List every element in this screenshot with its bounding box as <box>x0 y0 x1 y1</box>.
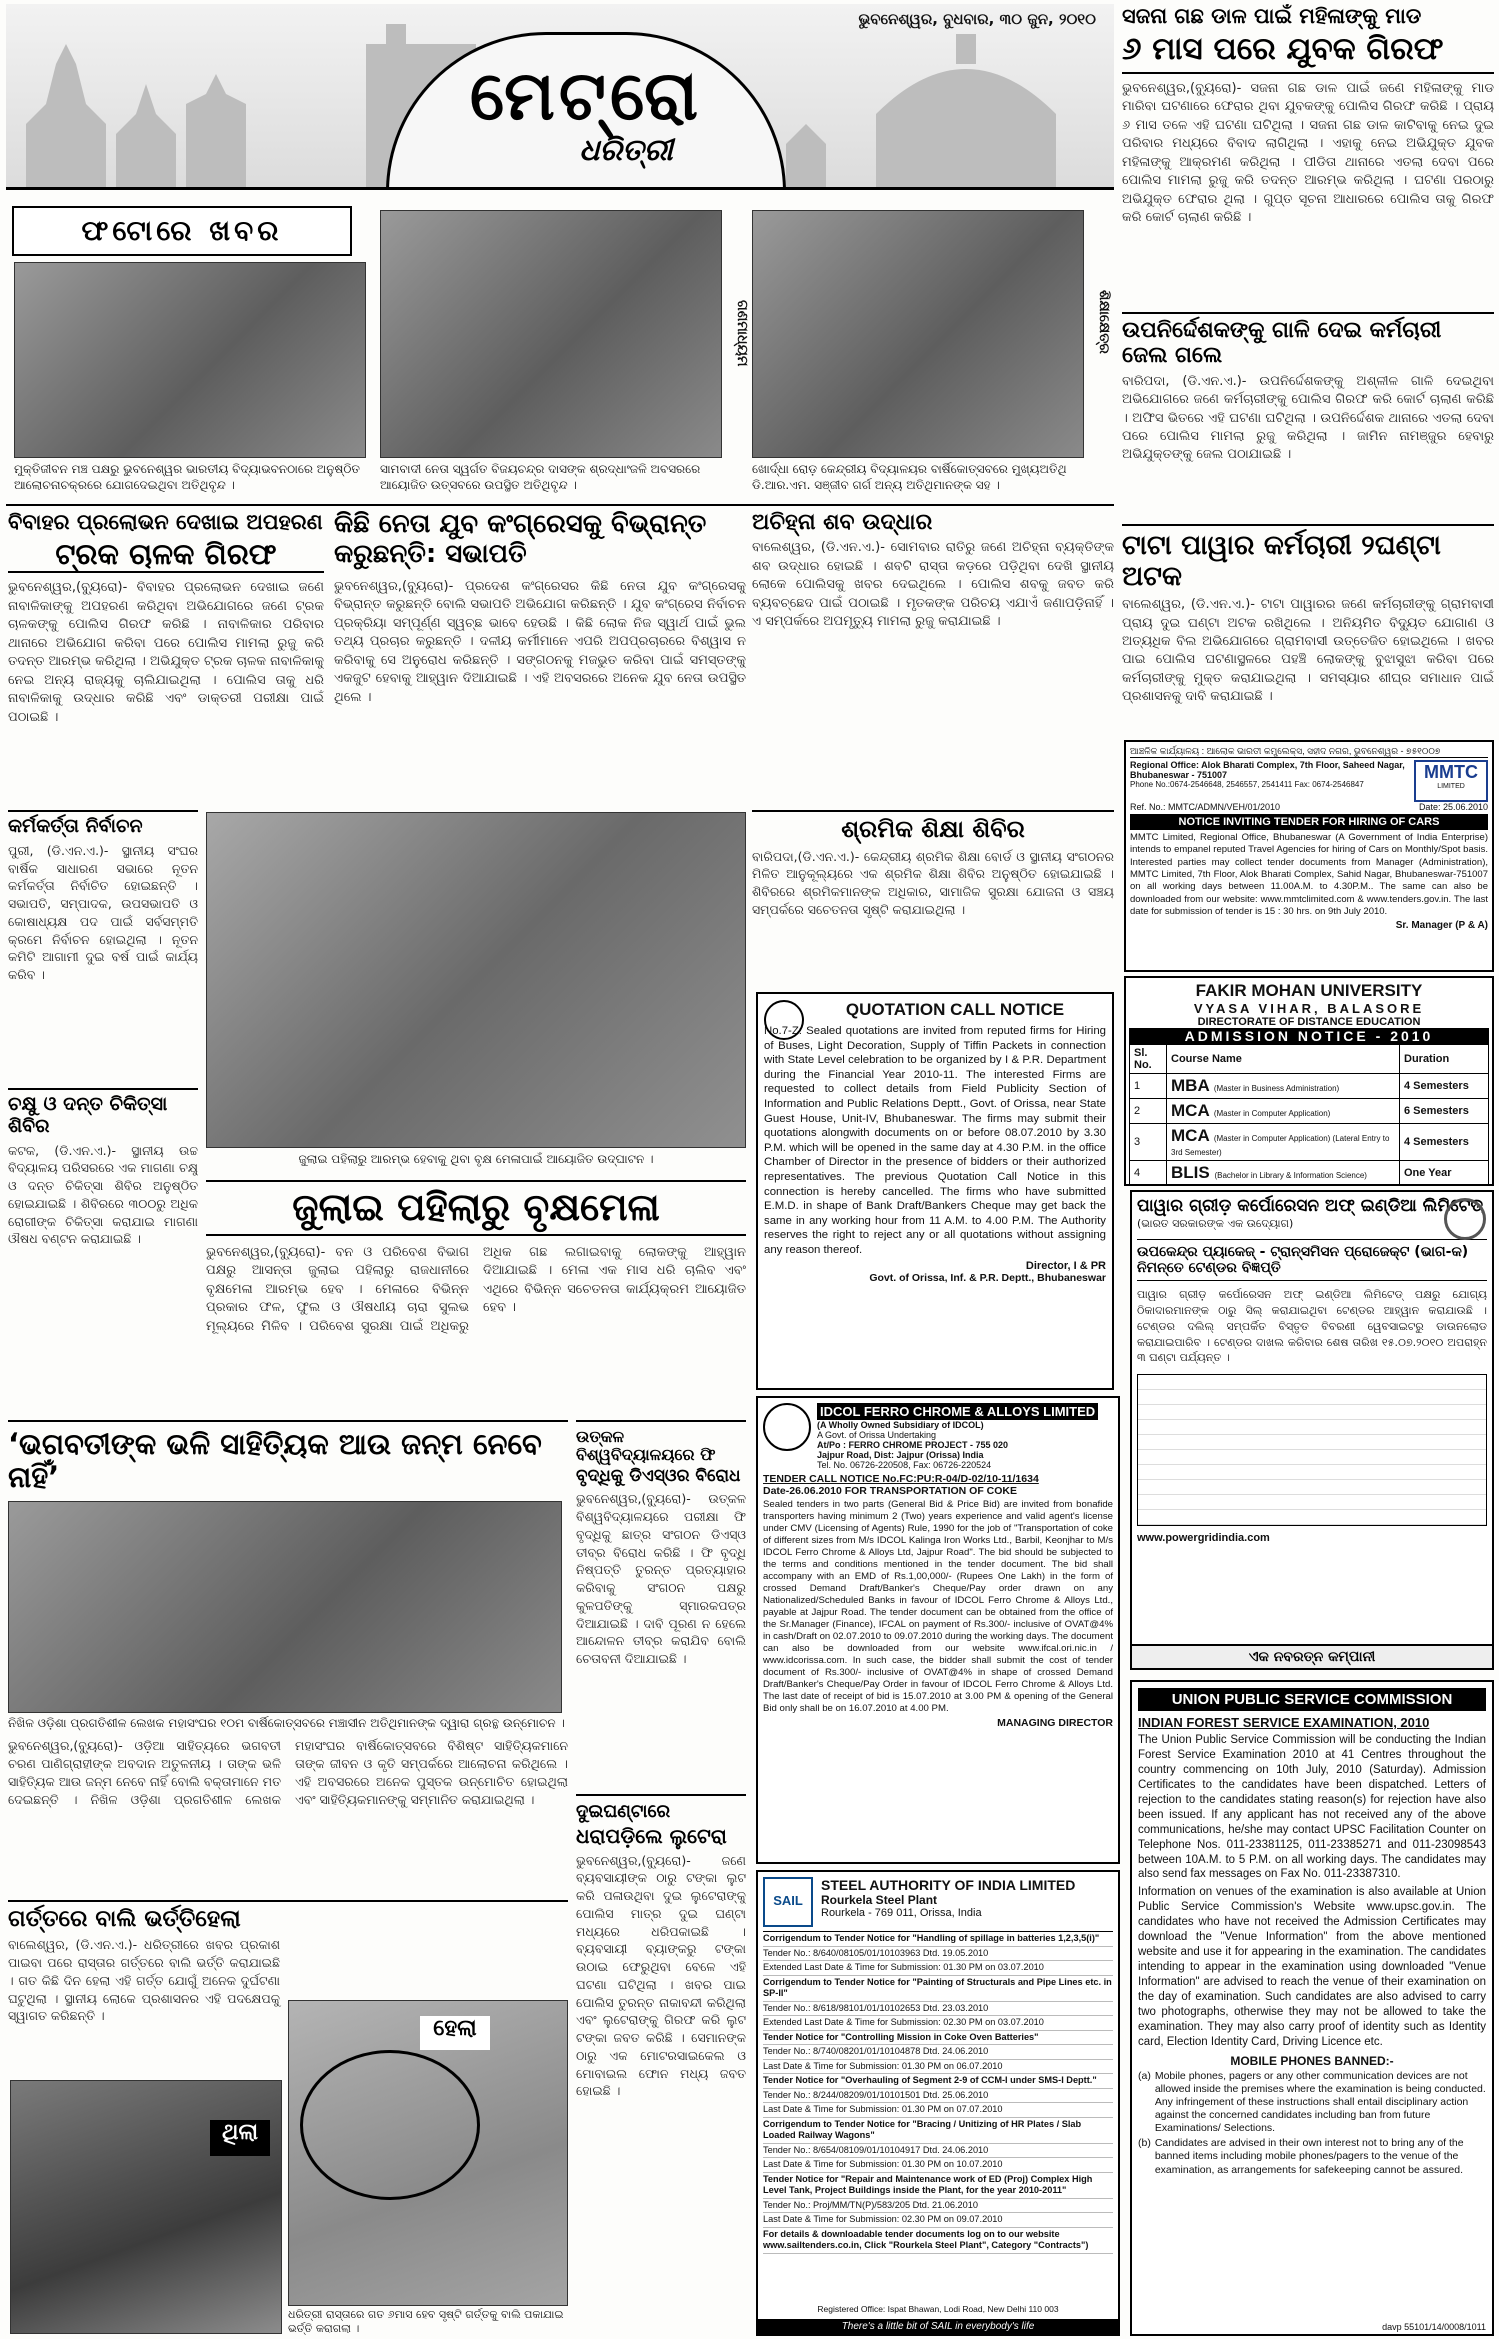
table-row <box>1130 1161 1489 1186</box>
ad-power-title: ପାୱାର ଗ୍ରୀଡ଼ କର୍ପୋରେସନ ଅଫ୍ ଇଣ୍ଡିଆ ଲିମିଟେଡ୍ <box>1137 1196 1484 1216</box>
ad-fakir-mohan-university <box>1124 976 1494 1186</box>
ad-quotation-title: QUOTATION CALL NOTICE <box>845 1000 1065 1019</box>
ad-upsc-banned-b: (b) Candidates are advised in their own interest not to bring any of the banned items including mobile phones/pagers to the venue of the examination, as arrangements for safekeeping cannot be assured. <box>1138 2137 1464 2176</box>
ad-idcol-name: IDCOL FERRO CHROME & ALLOYS LIMITED <box>817 1403 1098 1420</box>
list-item: Last Date & Time for Submission: 01.30 PM on 10.07.2010 <box>763 2158 1113 2173</box>
course-duration: One Year <box>1400 1161 1489 1186</box>
ad-quotation-sign2: Govt. of Orissa, Inf. & P.R. Deptt., Bhubaneswar <box>869 1271 1106 1284</box>
story-literary <box>8 1420 568 1894</box>
list-item: Last Date & Time for Submission: 01.30 PM on 07.07.2010 <box>763 2103 1113 2118</box>
ad-quotation-seal-icon <box>764 1000 804 1040</box>
pothole-label-after: ହେଲା <box>420 2016 490 2050</box>
masthead-title: ମେଟ୍ରୋ <box>469 58 703 136</box>
pothole-photo-before <box>10 2080 282 2334</box>
story-employee-jail <box>1122 312 1494 518</box>
story-body: ବାଲେଶ୍ୱର, (ଡି.ଏନ.ଏ.)- ସୋମବାର ରାତିରୁ ଜଣେ ଅଚିହ୍ନା ବ୍ୟକ୍ତିଙ୍କ ଶବ ଉଦ୍ଧାର ହୋଇଛି । ଶବଟି ରାସ୍ତା କଡ଼ରେ ପଡ଼ିଥିବା ଦେଖି ସ୍ଥାନୀୟ ଲୋକେ ପୋଲିସକୁ ଖବର ଦେଇଥିଲେ । ପୋଲିସ ଶବକୁ ଜବତ କରି ବ୍ୟବଚ୍ଛେଦ ପାଇଁ ପଠାଇଛି । ମୃତକଙ୍କ ପରିଚୟ ଏଯାଏଁ ଜଣାପଡ଼ିନାହିଁ । ଏ ସମ୍ପର୍କରେ ଅପମୃତ୍ୟୁ ମାମଲା ରୁଜୁ କରାଯାଇଛି । <box>752 540 1114 630</box>
story-kicker: ଉତ୍କଳ ବିଶ୍ୱବିଦ୍ୟାଳୟରେ ଫି <box>576 1427 716 1465</box>
list-item: Tender No.: 8/640/08105/01/10103963 Dtd. 19.05.2010 <box>763 1947 1113 1962</box>
ad-mmtc-regional: Regional Office: Alok Bharati Complex, 7th Floor, Saheed Nagar, Bhubaneswar - 751007 <box>1130 760 1405 780</box>
ad-power-logo <box>1444 1198 1486 1240</box>
story-headline: ଟାଟା ପାୱାର କର୍ମଚାରୀ ୨ଘଣ୍ଟା ଅଟକ <box>1122 530 1441 593</box>
table-row <box>1130 1099 1489 1124</box>
list-item: Corrigendum to Tender Notice for "Bracing / Unitizing of HR Plates / Slab Loaded Railway Wagons" <box>763 2118 1113 2144</box>
story-headline: ଟ୍ରକ ଚାଳକ ଗିରଫ <box>8 538 324 573</box>
story-body-found <box>752 510 1114 806</box>
date-line: ଭୁବନେଶ୍ୱର, ବୁଧବାର, ୩୦ ଜୁନ, ୨୦୧୦ <box>858 10 1096 28</box>
story-tata-power <box>1122 524 1494 734</box>
list-item: Tender No.: Proj/MM/TN(P)/583/205 Dtd. 21.06.2010 <box>763 2199 1113 2214</box>
story-body: ଭୁବନେଶ୍ୱର,(ବ୍ୟୁରୋ)- ସଜନା ଗଛ ଡାଳ ପାଇଁ ଜଣେ ମହିଳାଙ୍କୁ ମାଡ ମାରିବା ଘଟଣାରେ ଫେରାର ଥିବା ଯୁବକଙ୍କୁ ପୋଲିସ ଗିରଫ କରିଛି । ପ୍ରାୟ ୬ ମାସ ତଳେ ଏହି ଘଟଣା ଘଟିଥିଲା । ସଜନା ଗଛ ଡାଳ କାଟିବାକୁ ନେଇ ଦୁଇ ପରିବାର ମଧ୍ୟରେ ବିବାଦ ଲାଗିଥିଲା । ଏହାକୁ ନେଇ ଅଭିଯୁକ୍ତ ଯୁବକ ମହିଳାଙ୍କୁ ଆକ୍ରମଣ କରିଥିଲା । ପୀଡିତା ଥାନାରେ ଏତଲା ଦେବା ପରେ ପୋଲିସ ମାମଲା ରୁଜୁ କରି ତଦନ୍ତ ଆରମ୍ଭ କରିଥିଲା । ଘଟଣା ପରଠାରୁ ଅଭିଯୁକ୍ତ ଫେରାର ଥିଲା । ଗୁପ୍ତ ସୂଚନା ଆଧାରରେ ପୋଲିସ ତାକୁ ଗିରଫ କରି କୋର୍ଟ ଚାଲାଣ କରିଛି । <box>1122 80 1494 225</box>
story-headline: ୬ ମାସ ପରେ ଯୁବକ ଗିରଫ <box>1122 32 1494 74</box>
ad-sail-logo: SAIL <box>763 1877 813 1927</box>
story-body: ଭୁବନେଶ୍ୱର,(ବ୍ୟୁରୋ)- ଜଣେ ବ୍ୟବସାୟୀଙ୍କ ଠାରୁ ଟଙ୍କା ଲୁଟ କରି ପଳାଉଥିବା ଦୁଇ ଲୁଟେରାଙ୍କୁ ପୋଲିସ ମାତ୍ର ଦୁଇ ଘଣ୍ଟା ମଧ୍ୟରେ ଧରିପକାଇଛି । ବ୍ୟବସାୟୀ ବ୍ୟାଙ୍କରୁ ଟଙ୍କା ଉଠାଇ ଫେରୁଥିବା ବେଳେ ଏହି ଘଟଣା ଘଟିଥିଲା । ଖବର ପାଇ ପୋଲିସ ତୁରନ୍ତ ନାକାବନ୍ଦୀ କରିଥିଲା ଏବଂ ଲୁଟେରାଙ୍କୁ ଗିରଫ କରି ଲୁଟ ଟଙ୍କା ଜବତ କରିଛି । ସେମାନଙ୍କ ଠାରୁ ଏକ ମୋଟରସାଇକେଲ ଓ ମୋବାଇଲ ଫୋନ ମଧ୍ୟ ଜବତ ହୋଇଛି । <box>576 1852 746 2099</box>
story-body: ବାଲେଶ୍ୱର, (ଡି.ଏନ.ଏ.)- ଟାଟା ପାୱାରର ଜଣେ କର୍ମଚାରୀଙ୍କୁ ଗ୍ରାମବାସୀ ପ୍ରାୟ ଦୁଇ ଘଣ୍ଟା ଅଟକ ରଖିଥିଲେ । ଅନିୟମିତ ବିଦ୍ୟୁତ ଯୋଗାଣ ଓ ଅତ୍ୟଧିକ ବିଲ ଅଭିଯୋଗରେ ଗ୍ରାମବାସୀ ଉତ୍ତେଜିତ ହୋଇଥିଲେ । ଖବର ପାଇ ପୋଲିସ ଘଟଣାସ୍ଥଳରେ ପହଞ୍ଚି ଲୋକଙ୍କୁ ବୁଝାସୁଝା କରିବା ପରେ କର୍ମଚାରୀଙ୍କୁ ମୁକ୍ତ କରାଯାଇଥିଲା । ସମସ୍ୟାର ଶୀଘ୍ର ସମାଧାନ ପାଇଁ ପ୍ରଶାସନକୁ ଦାବି କରାଯାଇଛି । <box>1122 597 1494 705</box>
story-body: ବାଲେଶ୍ୱର, (ଡି.ଏନ.ଏ.)- ଧରିତ୍ରୀରେ ଖବର ପ୍ରକାଶ ପାଇବା ପରେ ରାସ୍ତାର ଗର୍ତ୍ତରେ ବାଲି ଭର୍ତ୍ତି କରାଯାଇଛି । ଗତ କିଛି ଦିନ ହେଲା ଏହି ଗର୍ତ୍ତ ଯୋଗୁଁ ଅନେକ ଦୁର୍ଘଟଣା ଘଟୁଥିଲା । ସ୍ଥାନୀୟ ଲୋକେ ପ୍ରଶାସନର ଏହି ପଦକ୍ଷେପକୁ ସ୍ୱାଗତ କରିଛନ୍ତି । <box>8 1937 280 2024</box>
ad-quotation-body: No.7-Z: Sealed quotations are invited from reputed firms for Hiring of Buses, Light Decoration, Supply of Tiffin Packets in connection with State Level celebration to be organized by I & P.R. Department during the Financial Year 2010-11. The interested Firms are requested to collect details from Field Publicity Section of Information and Public Relations Deptt., Govt. of Orissa, near State Guest House, Unit-IV, Bhubaneswar. The firms may submit their quotations alongwith documents on or before 08.07.2010 by 3.30 P.M. which will be opened in the same day at 4.30 P.M. in the office Chamber of Director in the presence of bidders or their authorized representatives. The previous Quotation Call Notice in this connection is hereby cancelled. The firms who have submitted E.M.D. in shape of Bank Draft/Bankers Cheque may get back the same in any working hour from 11 A.M. to 4.00 P.M. The Authority reserves the right to reject any or all quotations without assigning any reason thereof. <box>764 1025 1106 1256</box>
story-top-right <box>1122 4 1494 308</box>
story-robbers <box>576 1794 746 2334</box>
main-photo-caption: ଜୁଲାଇ ପହିଲାରୁ ଆରମ୍ଭ ହେବାକୁ ଥିବା ବୃକ୍ଷ ମେଳାପାଇଁ ଆୟୋଜିତ ଉଦ୍‌ଘାଟନ । <box>298 1152 654 1166</box>
list-item: Tender No.: 8/618/98101/01/10102653 Dtd. 23.03.2010 <box>763 2002 1113 2017</box>
ad-upsc-body1: The Union Public Service Commission will be conducting the Indian Forest Service Examination 2010 at 41 Centres throughout the country commencing on 10th July, 2010 (Saturday). Admission Certificates to the candidates have been dispatched. Letters of rejection to the candidates stating reason(s) for rejection have also been issued. If any applicant has not received any of the above communications, he/she may contact UPSC Facilitation Counter on Telephone Nos. 011-23381125, 011-23385271 and 011-23098543 between 10A.M. to 5 P.M. on all working days. The candidates may also send fax messages on Fax No. 011-23387310. <box>1138 1734 1486 1881</box>
ad-upsc-exam: INDIAN FOREST SERVICE EXAMINATION, 2010 <box>1138 1715 1430 1730</box>
story-headline: ଗର୍ତ୍ତରେ ବାଲି ଭର୍ତ୍ତିହେଲା <box>8 1906 241 1932</box>
pothole-label-before: ଥିଲା <box>210 2120 270 2156</box>
list-item: Last Date & Time for Submission: 02.30 PM on 09.07.2010 <box>763 2213 1113 2228</box>
photo-news-caption-1: ମୁକ୍ତିଜୀବନ ମଞ୍ଚ ପକ୍ଷରୁ ଭୁବନେଶ୍ୱର ଭାରତୀୟ ବିଦ୍ୟାଭବନଠାରେ ଅନୁଷ୍ଠିତ ଆଲୋଚନାଚକ୍ରରେ ଯୋଗଦେଇଥିବା ଅତିଥିବୃନ୍ଦ । <box>14 462 360 492</box>
ad-upsc-banned-a: (a) Mobile phones, pagers or any other communication devices are not allowed inside the premises where the examination is being conducted. Any infringement of these instructions shall entail disciplinary action against the concerned candidates including ban from future Examinations/ Selections. <box>1138 2069 1486 2135</box>
story-utkal <box>576 1420 746 1790</box>
ad-sail-unit: Rourkela Steel Plant <box>821 1893 938 1907</box>
course-name: MBA (Master in Business Administration) <box>1167 1074 1400 1099</box>
course-duration: 4 Semesters <box>1400 1124 1489 1161</box>
ad-fmu-admission: ADMISSION NOTICE - 2010 <box>1129 1028 1489 1044</box>
course-name: BLIS (Bachelor in Library & Information Science) <box>1167 1161 1400 1186</box>
story-body: ଭୁବନେଶ୍ୱର,(ବ୍ୟୁରୋ)- ଉତ୍କଳ ବିଶ୍ୱବିଦ୍ୟାଳୟରେ ପରୀକ୍ଷା ଫି ବୃଦ୍ଧିକୁ ଛାତ୍ର ସଂଗଠନ ଡିଏସ୍‌ଓ ତୀବ୍ର ବିରୋଧ କରିଛି । ଫି ବୃଦ୍ଧି ନିଷ୍ପତ୍ତି ତୁରନ୍ତ ପ୍ରତ୍ୟାହାର କରିବାକୁ ସଂଗଠନ ପକ୍ଷରୁ କୁଳପତିଙ୍କୁ ସ୍ମାରକପତ୍ର ଦିଆଯାଇଛି । ଦାବି ପୂରଣ ନ ହେଲେ ଆନ୍ଦୋଳନ ତୀବ୍ର କରାଯିବ ବୋଲି ଚେତାବନୀ ଦିଆଯାଇଛି । <box>576 1491 746 1667</box>
ad-upsc-body2: Information on venues of the examination is also available at Union Public Service Commission's Website www.upsc.gov.in. The candidates who have not received the Admission Certificates may download the "Venue Information" from the above mentioned website and use it for appearing in the examination. The candidates intending to appear in the examination using downloaded "Venue Information" are advised to reach the venue of their examination on the day of examination. Such candidates are also advised to carry two photographs, otherwise they may not be allowed to take the examination. They may also carry proof of identity such as Identity card, Election Identity Card, Driving Licence etc. <box>1138 1886 1486 2048</box>
ad-upsc-banned-title: MOBILE PHONES BANNED:- <box>1230 2053 1394 2068</box>
ad-fmu-dept: DIRECTORATE OF DISTANCE EDUCATION <box>1197 1016 1421 1028</box>
ad-mmtc-body: MMTC Limited, Regional Office, Bhubaneswar (A Government of India Enterprise) intends to empanel reputed Travel Agencies for hiring of Cars on Monthly/Spot basis. Interested parties may collect tender documents from Manager (Administration), MMTC Limited, 7th Floor, Alok Bharati Complex, Sahid Nagar, Bhubaneswar-751007 on all working days between 11.00A.M. to 4.30P.M.. The same can also be downloaded from our website: www.mmtclimited.com & www.tenders.gov.in. The last date for submission of tender is 15 : 30 hrs. on 9th July 2010. <box>1130 832 1488 918</box>
list-item: Tender No.: 8/654/08109/01/10104917 Dtd. 24.06.2010 <box>763 2144 1113 2159</box>
ad-upsc <box>1130 1680 1494 2336</box>
story-headline: ଉପନିର୍ଦ୍ଦେଶକଙ୍କୁ ଗାଳି ଦେଇ କର୍ମଚାରୀ ଜେଲ ଗଲେ <box>1122 318 1442 369</box>
ad-mmtc-date: Date: 25.06.2010 <box>1418 802 1488 812</box>
course-sl: 4 <box>1130 1161 1167 1186</box>
list-item: Corrigendum to Tender Notice for "Handling of spillage in batteries 1,2,3,5(i)" <box>763 1932 1113 1947</box>
ad-fmu-place: VYASA VIHAR, BALASORE <box>1193 1001 1425 1016</box>
ad-fmu-course-rows <box>1130 1074 1489 1186</box>
list-item: Extended Last Date & Time for Submission: 01.30 PM on 03.07.2010 <box>763 1961 1113 1976</box>
table-row <box>1130 1074 1489 1099</box>
ad-mmtc-title: NOTICE INVITING TENDER FOR HIRING OF CARS <box>1130 814 1488 830</box>
story-body: ଭୁବନେଶ୍ୱର,(ବ୍ୟୁରୋ)- ପ୍ରଦେଶ କଂଗ୍ରେସର କିଛି ନେତା ଯୁବ କଂଗ୍ରେସକୁ ବିଭ୍ରାନ୍ତ କରୁଛନ୍ତି ବୋଲି ସଭାପତି ଅଭିଯୋଗ କରିଛନ୍ତି । ଯୁବ କଂଗ୍ରେସ ନିର୍ବାଚନ ପ୍ରକ୍ରିୟା ସମ୍ପୂର୍ଣ୍ଣ ସ୍ୱଚ୍ଛ ଭାବେ ହେଉଛି । କିଛି ଲୋକ ନିଜ ସ୍ୱାର୍ଥ ପାଇଁ ଭୁଲ ତଥ୍ୟ ପ୍ରଚାର କରୁଛନ୍ତି । ଦଳୀୟ କର୍ମୀମାନେ ଏପରି ଅପପ୍ରଚାରରେ ବିଶ୍ୱାସ ନ କରିବାକୁ ସେ ଅନୁରୋଧ କରିଛନ୍ତି । ସଙ୍ଗଠନକୁ ମଜଭୁତ କରିବା ପାଇଁ ସମସ୍ତଙ୍କୁ ଏକଜୁଟ ହେବାକୁ ଆହ୍ୱାନ ଦିଆଯାଇଛି । ଏହି ଅବସରରେ ଅନେକ ଯୁବ ନେତା ଉପସ୍ଥିତ ଥିଲେ । <box>334 578 746 705</box>
ad-power-body: ପାୱାର ଗ୍ରୀଡ଼ କର୍ପୋରେସନ ଅଫ୍ ଇଣ୍ଡିଆ ଲିମିଟେଡ୍ ପକ୍ଷରୁ ଯୋଗ୍ୟ ଠିକାଦାରମାନଙ୍କ ଠାରୁ ସିଲ୍ କରାଯାଇଥିବା ଟେଣ୍ଡର ଆହ୍ୱାନ କରାଯାଉଛି । ଟେଣ୍ଡର ଦଲିଲ୍ ସମ୍ପର୍କିତ ବିସ୍ତୃତ ବିବରଣୀ ୱେବସାଇଟରୁ ଡାଉନଲୋଡ କରାଯାଇପାରିବ । ଟେଣ୍ଡର ଦାଖଲ କରିବାର ଶେଷ ତାରିଖ ୧୫.୦୭.୨୦୧୦ ଅପରାହ୍ନ ୩ ଘଣ୍ଟା ପର୍ଯ୍ୟନ୍ତ । <box>1137 1287 1487 1365</box>
course-sl: 2 <box>1130 1099 1167 1124</box>
masthead <box>6 4 1114 190</box>
main-photo <box>206 812 746 1148</box>
list-item: Last Date & Time for Submission: 01.30 PM on 06.07.2010 <box>763 2060 1113 2075</box>
ad-power-subtitle: (ଭାରତ ସରକାରଙ୍କ ଏକ ଉଦ୍ୟୋଗ) <box>1137 1216 1294 1230</box>
ad-power-tender-line: ଉପକେନ୍ଦ୍ର ପ୍ୟାକେଜ୍ - ଟ୍ରାନ୍ସମିସନ ପ୍ରୋଜେକ୍ଟ (ଭାଗ-କ) ନିମନ୍ତେ ଟେଣ୍ଡର ବିଜ୍ଞପ୍ତି <box>1137 1239 1487 1281</box>
ad-sail-tender-list <box>763 1931 1113 2254</box>
photo-news-label-text: ଫଟୋରେ ଖବର <box>81 213 283 247</box>
photo-news-label <box>12 206 352 256</box>
story-literary-photo <box>8 1501 562 1713</box>
photo-news-caption-3: ଖୋର୍ଦ୍ଧା ରୋଡ଼ କେନ୍ଦ୍ରୀୟ ବିଦ୍ୟାଳୟର ବାର୍ଷିକୋତ୍ସବରେ ମୁଖ୍ୟଅତିଥି ଡି.ଆର.ଏମ. ସଞ୍ଜୀବ ଗର୍ଗ ଅନ୍ୟ ଅତିଥିମାନଙ୍କ ସହ । <box>752 462 1067 492</box>
ad-quotation-sign1: Director, I & PR <box>1025 1259 1106 1272</box>
story-workers-camp <box>752 810 1114 986</box>
ad-mmtc <box>1124 740 1494 972</box>
ad-mmtc-sign: Sr. Manager (P & A) <box>1395 920 1488 932</box>
story-headline: ଅଚିହ୍ନା ଶବ ଉଦ୍ଧାର <box>752 510 933 535</box>
ad-power-table <box>1137 1374 1487 1526</box>
story-headline: ବୃଦ୍ଧିକୁ ଡିଏସ୍‌ଓର ବିରୋଧ <box>576 1465 741 1486</box>
list-item: Tender Notice for "Repair and Maintenance work of ED (Proj) Complex High Level Tank, Project Buildings inside the Plant, for the year 2010-2011" <box>763 2173 1113 2199</box>
story-headline: ‘ଭଗବତୀଙ୍କ ଭଳି ସାହିତ୍ୟିକ ଆଉ ଜନ୍ମ ନେବେ ନାହିଁ’ <box>8 1427 542 1495</box>
ad-idcol-sign: MANAGING DIRECTOR <box>997 1716 1113 1729</box>
story-headline: ଶ୍ରମିକ ଶିକ୍ଷା ଶିବିର <box>841 815 1025 843</box>
ad-mmtc-logo: MMTC LIMITED <box>1414 760 1488 802</box>
course-duration: 4 Semesters <box>1400 1074 1489 1099</box>
course-sl: 3 <box>1130 1124 1167 1161</box>
photo-news-image-1 <box>14 262 366 458</box>
story-congress <box>334 510 746 806</box>
course-name: MCA (Master in Computer Application) <box>1167 1099 1400 1124</box>
course-sl: 1 <box>1130 1074 1167 1099</box>
list-item: Corrigendum to Tender Notice for "Painting of Structurals and Pipe Lines etc. in SP-II" <box>763 1976 1113 2002</box>
story-headline: ଧରାପଡ଼ିଲେ ଲୁଟେରା <box>576 1823 727 1848</box>
ad-mmtc-ref: Ref. No.: MMTC/ADMN/VEH/01/2010 <box>1130 802 1281 812</box>
story-tree-fair <box>206 1180 746 1412</box>
course-name: MCA (Master in Computer Application) (Lateral Entry to 3rd Semester) <box>1167 1124 1400 1161</box>
list-item: Extended Last Date & Time for Submission: 02.30 PM on 03.07.2010 <box>763 2016 1113 2031</box>
story-kidnap <box>8 510 324 806</box>
photo-news-image-3 <box>752 210 1084 458</box>
story-literary-caption: ନିଖିଳ ଓଡ଼ିଶା ପ୍ରଗତିଶୀଳ ଲେଖକ ମହାସଂଘର ୧୦ମ ବାର୍ଷିକୋତ୍ସବରେ ମଞ୍ଚାସୀନ ଅତିଥିମାନଙ୍କ ଦ୍ୱାରା ଗ୍ରନ୍ଥ ଉନ୍ମୋଚନ । <box>8 1715 565 1730</box>
story-kicker: ସଜନା ଗଛ ଡାଳ ପାଇଁ ମହିଳାଙ୍କୁ ମାଡ <box>1122 4 1422 28</box>
story-headline: କିଛି ନେତା ଯୁବ କଂଗ୍ରେସକୁ ବିଭ୍ରାନ୍ତ କରୁଛନ୍ତି: ସଭାପତି <box>334 510 707 569</box>
list-item: Tender No.: 8/244/08209/01/10101501 Dtd. 25.06.2010 <box>763 2089 1113 2104</box>
ad-fmu-name: FAKIR MOHAN UNIVERSITY <box>1195 981 1423 1000</box>
table-row <box>1130 1124 1489 1161</box>
ad-mmtc-header-or: ଆଞ୍ଚଳିକ କାର୍ଯ୍ୟାଳୟ : ଆଲୋକ ଭାରତୀ କମ୍ପ୍ଲେକ୍ସ, ସହୀଦ ନଗର, ଭୁବନେଶ୍ୱର - ୭୫୧୦୦୭ <box>1130 746 1488 758</box>
ad-fmu-course-table <box>1129 1044 1489 1186</box>
photo-news-side-label-2: ଶିକ୍ଷାକ୍ଷେତ୍ର <box>1096 290 1112 354</box>
list-item: Tender Notice for "Overhauling of Segment 2-9 of CCM-I under SMS-I Deptt." <box>763 2074 1113 2089</box>
ad-idcol-date: Date-26.06.2010 FOR TRANSPORTATION OF COKE <box>763 1485 1017 1497</box>
rule-under-photos <box>6 504 1114 506</box>
ad-idcol: IDCOL FERRO CHROME & ALLOYS LIMITED (A Wholly Owned Subsidiary of IDCOL) A Govt. of Orissa Undertaking At/Po : FERRO CHROME PROJECT - 755 020 Jajpur Road, Dist: Jajpur (Orissa) India Tel. No. 06726-220508, Fax: 06726-220524 TENDER CALL NOTICE No.FC:PU:R-04/D-02/10-11/1634 Date-26.06.2010 FOR TRANSPORTATION OF COKE Sealed tenders in two parts (General Bid & Price Bid) are invited from bonafide transporters having minimum 2 (Two) years experience and valid agent's license under CMV (Licensing of Agents) Rule, 1990 for the job of "Transportation of coke of different sizes from M/s IDCOL Kalinga Iron Works Ltd., Barbil, Keonjhar to M/s IDCOL Ferro Chrome & Alloys Ltd, Jajpur Road". The bid should be subjected to the terms and conditions mentioned in the tender document. The bid shall accompany with an EMD of Rs.1,00,000/- (Rupees One Lakh) in the form of crossed Demand Draft/Banker's Cheque/Pay order drawn on any Nationalized/Scheduled Banks in favour of IDCOL Ferro Chrome & Alloys Ltd., payable at Jajpur Road. The tender document can be obtained from the office of the Sr.Manager (Finance), IFCAL on payment of Rs.300/- inclusive of OVAT@4% in cash/Draft on 02.07.2010 to 09.07.2010 during the working days. The document can also be downloaded from our website www.ifcal.ori.nic.in / www.idcorissa.com. In such case, the bidder shall submit the cost of tender document of Rs.300/- inclusive of OVAT@4% in shape of crossed Demand Draft/Banker's Cheque/Pay Order in favour of IDCOL Ferro Chrome & Alloys Ltd. The last date of receipt of bid is 15.07.2010 at 3.00 PM & opening of the General Bid only shall be on 16.07.2010 at 4.00 PM. MANAGING DIRECTOR <box>756 1396 1120 1864</box>
story-body: ଭୁବନେଶ୍ୱର,(ବ୍ୟୁରୋ)- ବିବାହର ପ୍ରଲୋଭନ ଦେଖାଇ ଜଣେ ନାବାଳିକାଙ୍କୁ ଅପହରଣ କରିଥିବା ଅଭିଯୋଗରେ ଜଣେ ଟ୍ରକ ଚାଳକଙ୍କୁ ପୋଲିସ ଗିରଫ କରିଛି । ନାବାଳିକାର ପରିବାର ଥାନାରେ ଅଭିଯୋଗ କରିବା ପରେ ପୋଲିସ ମାମଲା ରୁଜୁ କରି ତଦନ୍ତ ଆରମ୍ଭ କରିଥିଲା । ଅଭିଯୁକ୍ତ ଟ୍ରକ ଚାଳକ ନାବାଳିକାକୁ ନେଇ ଅନ୍ୟ ରାଜ୍ୟକୁ ଚାଲିଯାଇଥିଲା । ପୋଲିସ ତାକୁ ଧରି ନାବାଳିକାକୁ ଉଦ୍ଧାର କରିଛି ଏବଂ ଡାକ୍ତରୀ ପରୀକ୍ଷା ପାଇଁ ପଠାଇଛି । <box>8 580 324 725</box>
photo-news-caption-2: ସାମବାଦୀ ନେତା ସ୍ୱର୍ଗତ ବିଜୟଚନ୍ଦ୍ର ଦାସଙ୍କ ଶ୍ରଦ୍ଧାଂଜଳି ଅବସରରେ ଆୟୋଜିତ ଉତ୍ସବରେ ଉପସ୍ଥିତ ଅତିଥିବୃନ୍ଦ । <box>380 462 701 492</box>
ad-quotation-notice <box>756 992 1114 1390</box>
story-body: ଭୁବନେଶ୍ୱର,(ବ୍ୟୁରୋ)- ଓଡ଼ିଆ ସାହିତ୍ୟରେ ଭଗବତୀ ଚରଣ ପାଣିଗ୍ରାହୀଙ୍କ ଅବଦାନ ଅତୁଳନୀୟ । ତାଙ୍କ ଭଳି ସାହିତ୍ୟିକ ଆଉ ଜନ୍ମ ନେବେ ନାହିଁ ବୋଲି ବକ୍ତାମାନେ ମତ ଦେଇଛନ୍ତି । ନିଖିଳ ଓଡ଼ିଶା ପ୍ରଗତିଶୀଳ ଲେଖକ ମହାସଂଘର ବାର୍ଷିକୋତ୍ସବରେ ବିଶିଷ୍ଟ ସାହିତ୍ୟିକମାନେ ତାଙ୍କ ଜୀବନ ଓ କୃତି ସମ୍ପର୍କରେ ଆଲୋଚନା କରିଥିଲେ । ଏହି ଅବସରରେ ଅନେକ ପୁସ୍ତକ ଉନ୍ମୋଚିତ ହୋଇଥିଲା ଏବଂ ସାହିତ୍ୟିକମାନଙ୍କୁ ସମ୍ମାନିତ କରାଯାଇଥିଲା । <box>8 1738 568 1807</box>
photo-news-image-2 <box>380 210 722 458</box>
story-body: ବାରିପଦା,(ଡି.ଏନ.ଏ.)- କେନ୍ଦ୍ରୀୟ ଶ୍ରମିକ ଶିକ୍ଷା ବୋର୍ଡ ଓ ସ୍ଥାନୀୟ ସଂଗଠନର ମିଳିତ ଆନୁକୂଲ୍ୟରେ ଏକ ଶ୍ରମିକ ଶିକ୍ଷା ଶିବିର ଅନୁଷ୍ଠିତ ହୋଇଯାଇଛି । ଶିବିରରେ ଶ୍ରମିକମାନଙ୍କ ଅଧିକାର, ସାମାଜିକ ସୁରକ୍ଷା ଯୋଜନା ଓ ସଞ୍ଚୟ ସମ୍ପର୍କରେ ସଚେତନତା ସୃଷ୍ଟି କରାଯାଇଥିଲା । <box>752 848 1114 917</box>
story-headline: ଚକ୍ଷୁ ଓ ଦନ୍ତ ଚିକିତ୍ସା ଶିବିର <box>8 1093 168 1137</box>
ad-upsc-davp: davp 55101/14/0008/1011 <box>1382 2322 1486 2332</box>
story-eye-camp <box>8 1088 198 1350</box>
ad-sail-place: Rourkela - 769 011, Orissa, India <box>821 1907 982 1919</box>
story-body: ବାରିପଦା, (ଡି.ଏନ.ଏ.)- ଉପନିର୍ଦ୍ଦେଶକଙ୍କୁ ଅଶ୍ଳୀଳ ଗାଳି ଦେଇଥିବା ଅଭିଯୋଗରେ ଜଣେ କର୍ମଚାରୀଙ୍କୁ ପୋଲିସ ଗିରଫ କରି କୋର୍ଟ ଚାଲାଣ କରିଛି । ଅଫିସ ଭିତରେ ଏହି ଘଟଣା ଘଟିଥିଲା । ଉପନିର୍ଦ୍ଦେଶକ ଥାନାରେ ଏତଲା ଦେବା ପରେ ପୋଲିସ ମାମଲା ରୁଜୁ କରିଥିଲା । ଜାମିନ ନାମଞ୍ଜୁର ହେବାରୁ ଅଭିଯୁକ୍ତଙ୍କୁ ଜେଲ ପଠାଯାଇଛି । <box>1122 373 1494 463</box>
pothole-circle <box>300 2050 480 2200</box>
story-headline: ଜୁଲାଇ ପହିଲାରୁ ବୃକ୍ଷମେଳା <box>206 1180 746 1236</box>
ad-power-footer: ଏକ ନବରତ୍ନ କମ୍ପାନୀ <box>1132 1644 1492 1668</box>
story-body: ପୁରୀ, (ଡି.ଏନ.ଏ.)- ସ୍ଥାନୀୟ ସଂଘର ବାର୍ଷିକ ସାଧାରଣ ସଭାରେ ନୂତନ କର୍ମକର୍ତ୍ତା ନିର୍ବାଚିତ ହୋଇଛନ୍ତି । ସଭାପତି, ସମ୍ପାଦକ, ଉପସଭାପତି ଓ କୋଷାଧ୍ୟକ୍ଷ ପଦ ପାଇଁ ସର୍ବସମ୍ମତି କ୍ରମେ ନିର୍ବାଚନ ହୋଇଥିଲା । ନୂତନ କମିଟି ଆଗାମୀ ଦୁଇ ବର୍ଷ ପାଇଁ କାର୍ଯ୍ୟ କରିବ । <box>8 842 198 983</box>
ad-idcol-logo <box>763 1403 811 1451</box>
list-item: For details & downloadable tender documents log on to our website www.sailtenders.co.in, Click "Rourkela Steel Plant", Category "Contracts") <box>763 2228 1113 2254</box>
story-headline: କର୍ମକର୍ତ୍ତା ନିର୍ବାଚନ <box>8 815 143 837</box>
ad-power-website: www.powergridindia.com <box>1137 1532 1270 1545</box>
ad-sail <box>756 1870 1120 2336</box>
story-body: ଭୁବନେଶ୍ୱର,(ବ୍ୟୁରୋ)- ବନ ଓ ପରିବେଶ ବିଭାଗ ପକ୍ଷରୁ ଆସନ୍ତା ଜୁଲାଇ ପହିଲାରୁ ରାଜଧାନୀରେ ବୃକ୍ଷମେଳା ଆରମ୍ଭ ହେବ । ମେଳାରେ ବିଭିନ୍ନ ପ୍ରକାର ଫଳ, ଫୁଲ ଓ ଔଷଧୀୟ ଚାରା ସୁଲଭ ମୂଲ୍ୟରେ ମିଳିବ । ପରିବେଶ ସୁରକ୍ଷା ପାଇଁ ଅଧିକରୁ ଅଧିକ ଗଛ ଲଗାଇବାକୁ ଲୋକଙ୍କୁ ଆହ୍ୱାନ ଦିଆଯାଇଛି । ମେଳା ଏକ ମାସ ଧରି ଚାଲିବ ଏବଂ ଏଥିରେ ବିଭିନ୍ନ ସଚେତନତା କାର୍ଯ୍ୟକ୍ରମ ଆୟୋଜିତ ହେବ । <box>206 1244 746 1334</box>
ad-sail-tagline: There's a little bit of SAIL in everybody's life <box>758 2319 1118 2334</box>
course-duration: 6 Semesters <box>1400 1099 1489 1124</box>
masthead-subtitle: ଧରିତ୍ରୀ <box>579 134 673 168</box>
list-item: Tender Notice for "Controlling Mission in Coke Oven Batteries" <box>763 2031 1113 2046</box>
ad-sail-name: STEEL AUTHORITY OF INDIA LIMITED <box>821 1877 1076 1893</box>
ad-mmtc-phone: Phone No.:0674-2546648, 2546557, 2541411 Fax: 0674-2546847 <box>1130 780 1364 789</box>
list-item: Tender No.: 8/740/08201/01/10104878 Dtd. 24.06.2010 <box>763 2045 1113 2060</box>
story-body: କଟକ, (ଡି.ଏନ.ଏ.)- ସ୍ଥାନୀୟ ଉଚ୍ଚ ବିଦ୍ୟାଳୟ ପରିସରରେ ଏକ ମାଗଣା ଚକ୍ଷୁ ଓ ଦନ୍ତ ଚିକିତ୍ସା ଶିବିର ଅନୁଷ୍ଠିତ ହୋଇଯାଇଛି । ଶିବିରରେ ୩୦୦ରୁ ଅଧିକ ରୋଗୀଙ୍କ ଚିକିତ୍ସା କରାଯାଇ ମାଗଣା ଔଷଧ ବଣ୍ଟନ କରାଯାଇଛି । <box>8 1142 198 1247</box>
ad-power-grid <box>1130 1190 1494 1670</box>
pothole-caption: ଧରିତ୍ରୀ ରାସ୍ତାରେ ଗତ ୬ମାସ ହେବ ସୃଷ୍ଟି ଗର୍ତ୍ତକୁ ବାଲି ପକାଯାଇ ଭର୍ତ୍ତି କରାଗଲା । <box>288 2308 564 2336</box>
ad-idcol-tender: TENDER CALL NOTICE No.FC:PU:R-04/D-02/10-11/1634 <box>763 1473 1039 1485</box>
table-header-row: Sl. No. Course Name Duration <box>1130 1045 1489 1074</box>
story-kicker: ବିବାହର ପ୍ରଲୋଭନ ଦେଖାଇ ଅପହରଣ <box>8 510 323 534</box>
story-workers-election <box>8 810 198 1084</box>
ad-sail-office: Registered Office: Ispat Bhawan, Lodi Road, New Delhi 110 003 <box>817 2304 1059 2314</box>
story-kicker: ଦୁଇଘଣ୍ଟାରେ <box>576 1801 671 1822</box>
ad-idcol-body: Sealed tenders in two parts (General Bid & Price Bid) are invited from bonafide transporters having minimum 2 (Two) years experience and valid agent's license under CMV (Licensing of Agents) Rule, 1990 for the job of "Transportation of coke of different sizes from M/s IDCOL Kalinga Iron Works Ltd., Barbil, Keonjhar to M/s IDCOL Ferro Chrome & Alloys Ltd, Jajpur Road". The bid should be subjected to the terms and conditions mentioned in the tender document. The bid shall accompany with an EMD of Rs.1,00,000/- (Rupees One Lakh) in the form of crossed Demand Draft/Banker's Cheque/Pay order drawn on any Nationalized/Scheduled Banks in favour of IDCOL Ferro Chrome & Alloys Ltd., payable at Jajpur Road. The tender document can be obtained from the office of the Sr.Manager (Finance), IFCAL on payment of Rs.300/- inclusive of OVAT@4% in cash/Draft on 02.07.2010 to 09.07.2010 during the working days. The document can also be downloaded from our website www.ifcal.ori.nic.in / www.idcorissa.com. In such case, the bidder shall submit the cost of tender document of Rs.300/- inclusive of OVAT@4% in shape of crossed Demand Draft/Banker's Cheque/Pay Order in favour of IDCOL Ferro Chrome & Alloys Ltd. The last date of receipt of bid is 15.07.2010 at 3.00 PM & opening of the General Bid only shall be on 16.07.2010 at 4.00 PM. <box>763 1499 1113 1714</box>
photo-news-side-label-1: ଗଣମାଧ୍ୟମ <box>734 300 750 367</box>
ad-upsc-title: UNION PUBLIC SERVICE COMMISSION <box>1138 1688 1486 1711</box>
